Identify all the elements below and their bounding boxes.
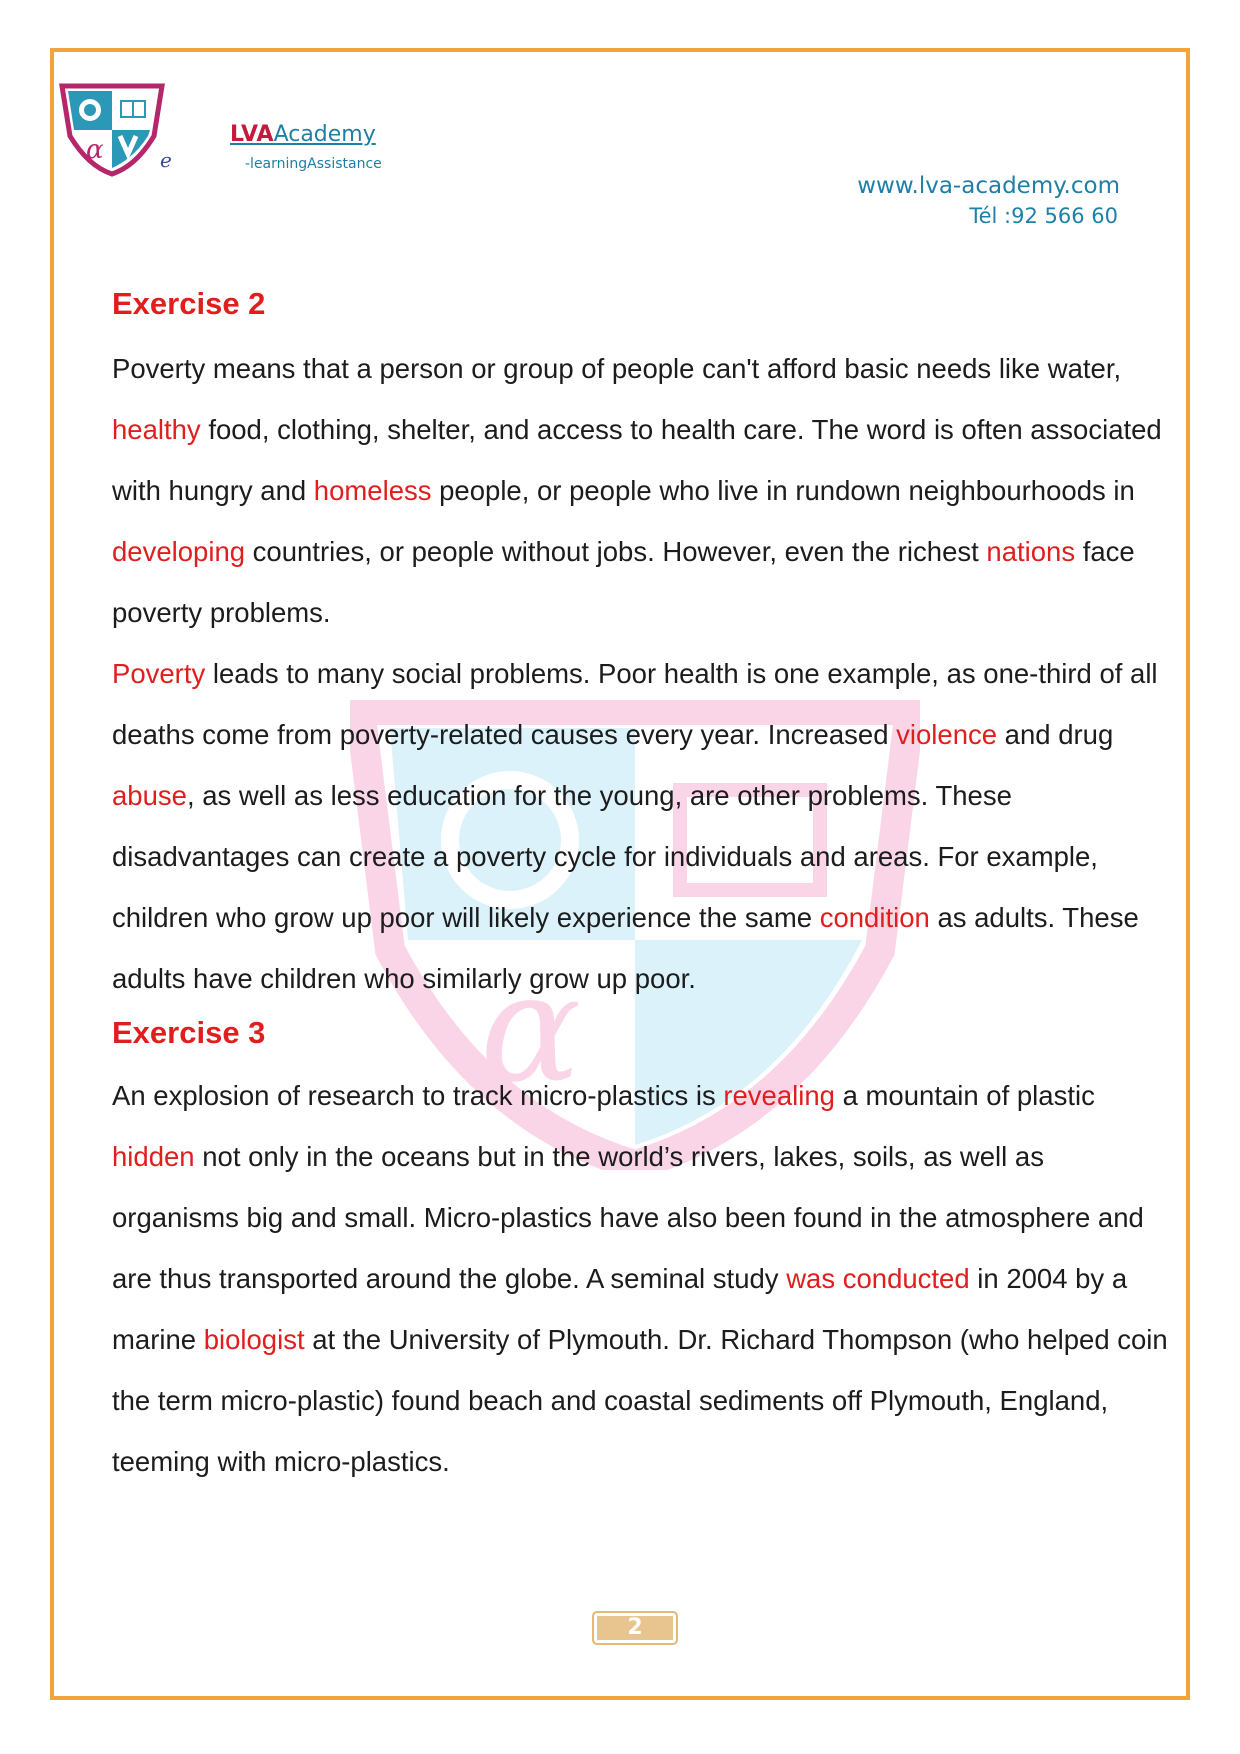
highlighted-word: homeless — [313, 475, 432, 506]
text-run: face poverty problems. — [112, 536, 1135, 628]
highlighted-word: violence — [896, 719, 998, 750]
highlighted-word: Poverty — [112, 658, 206, 689]
text-run: , as well as less education for the young, are other problems. These disadvantages can create a poverty cycle for individuals and areas. For example, children who grow up poor will likely experience the same — [112, 780, 1098, 933]
lva-shield-logo — [56, 78, 168, 178]
page-number-badge — [592, 1611, 678, 1645]
highlighted-word: was conducted — [786, 1263, 970, 1294]
logo-e-letter: e — [160, 148, 172, 172]
exercise-2-heading: Exercise 2 — [112, 286, 266, 321]
highlighted-word: abuse — [112, 780, 187, 811]
text-run: Poverty means that a person or group of people can't afford basic needs like water, — [112, 353, 1122, 384]
website-link[interactable]: www.lva-academy.com — [857, 173, 1120, 199]
highlighted-word: biologist — [203, 1324, 305, 1355]
page-number: 2 — [597, 1616, 673, 1640]
highlighted-word: hidden — [112, 1141, 195, 1172]
brand-lva: LVA — [230, 122, 274, 147]
text-run: in 2004 by a marine — [112, 1263, 1128, 1355]
text-run: people, or people who live in rundown neighbourhoods in — [431, 475, 1135, 506]
text-run: and drug — [997, 719, 1114, 750]
brand-academy: Academy — [273, 122, 376, 147]
text-run: countries, or people without jobs. However, even the richest — [245, 536, 987, 567]
text-run: An explosion of research to track micro-plastics is — [112, 1080, 724, 1111]
text-run: leads to many social problems. Poor health is one example, as one-third of all deaths come from poverty-related causes every year. Increased — [112, 658, 1158, 750]
main-content — [112, 280, 1172, 1492]
telephone: Tél :92 566 60 — [969, 204, 1118, 228]
exercise-2-paragraph-1 — [112, 338, 1172, 643]
exercise-2-paragraph-2 — [112, 643, 1172, 1009]
svg-text:α: α — [86, 135, 104, 165]
highlighted-word: revealing — [723, 1080, 835, 1111]
exercise-3-heading: Exercise 3 — [112, 1015, 266, 1050]
svg-text:α: α — [480, 942, 582, 1116]
text-run: food, clothing, shelter, and access to health care. The word is often associated with hungry and — [112, 414, 1162, 506]
highlighted-word: healthy — [112, 414, 201, 445]
text-run: a mountain of plastic — [834, 1080, 1095, 1111]
brand-name — [230, 122, 376, 147]
text-run: as adults. These adults have children who similarly grow up poor. — [112, 902, 1139, 994]
brand-tagline: -learningAssistance — [245, 156, 382, 172]
highlighted-word: developing — [112, 536, 246, 567]
text-run: not only in the oceans but in the world’s rivers, lakes, soils, as well as organisms big and small. Micro-plastics have also been found in the atmosphere and are thus transported around the globe. A seminal study — [112, 1141, 1144, 1294]
exercise-3-paragraph-1 — [112, 1065, 1172, 1492]
highlighted-word: condition — [819, 902, 930, 933]
text-run: at the University of Plymouth. Dr. Richard Thompson (who helped coin the term micro-plastic) found beach and coastal sediments off Plymouth, England, teeming with micro-plastics. — [112, 1324, 1168, 1477]
highlighted-word: nations — [986, 536, 1076, 567]
